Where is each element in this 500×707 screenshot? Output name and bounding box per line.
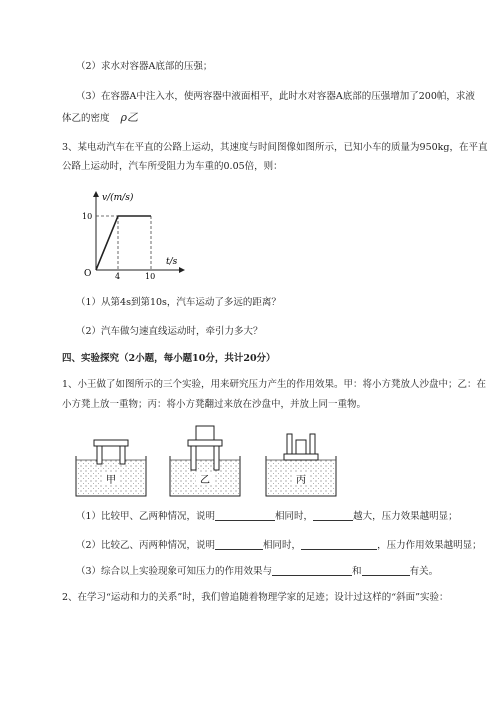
q3-line2: 公路上运动时，汽车所受阻力为车重的0.05倍，则： xyxy=(62,161,283,172)
e1-part2 xyxy=(76,539,482,553)
blank-6[interactable] xyxy=(362,565,410,576)
e1-part3-text-b: 和 xyxy=(352,566,362,577)
q2-part3-line2 xyxy=(62,110,470,127)
e1-line2: 小方凳上放一重物；丙：将小方凳翻过来放在沙盘中，并放上同一重物。 xyxy=(62,399,367,410)
e1-line1: 1、小王做了如图所示的三个实验，用来研究压力产生的作用效果。甲：将小方凳放人沙盘中；乙：在 xyxy=(62,379,487,390)
e2-line1: 2、在学习“运动和力的关系”时，我们曾追随着物理学家的足迹；设计过这样的“斜面”实验： xyxy=(62,592,449,603)
label-bing: 丙 xyxy=(296,475,306,486)
label-yi: 乙 xyxy=(200,475,210,486)
e1-part1-text-b: 相同时， xyxy=(275,511,314,522)
q2-part3-line1: （3）在容器A中注入水，使两容器中液面相平，此时水对容器A底部的压强增加了200帕，求液 xyxy=(76,91,475,102)
density-symbol: ρ乙 xyxy=(120,111,139,124)
blank-2[interactable] xyxy=(313,510,353,521)
e1-part1-text-c: 越大，压力效果越明显； xyxy=(353,511,458,522)
figure-yi xyxy=(170,426,240,496)
q2-part2: （2）求水对容器A底部的压强； xyxy=(76,61,213,72)
velocity-time-graph xyxy=(78,190,188,280)
y-axis-label: v/(m/s) xyxy=(102,193,134,203)
blank-5[interactable] xyxy=(272,565,352,576)
origin-label: O xyxy=(84,269,92,279)
label-jia: 甲 xyxy=(106,475,116,486)
q3-line1: 3、某电动汽车在平直的公路上运动，其速度与时间图像如图所示，已知小车的质量为950kg，在平直 xyxy=(62,142,488,153)
x-axis-label: t/s xyxy=(166,257,178,267)
e1-part3-text-c: 有关。 xyxy=(409,566,439,577)
section-heading: 四、实验探究（2小题，每小题10分，共计20分） xyxy=(62,353,276,364)
q3-part1: （1）从第4s到第10s，汽车运动了多远的距离？ xyxy=(76,297,281,308)
q3-part2: （2）汽车做匀速直线运动时，牵引力多大？ xyxy=(76,326,263,337)
experiment-figure xyxy=(70,410,350,498)
q2-part3-text: 体乙的密度 xyxy=(62,113,110,124)
e1-part1 xyxy=(76,510,470,524)
x-tick-10: 10 xyxy=(145,272,156,280)
e1-part2-text-c: ，压力作用效果越明显； xyxy=(377,540,482,551)
blank-3[interactable] xyxy=(215,539,263,550)
velocity-line xyxy=(96,216,151,270)
y-tick-10: 10 xyxy=(82,212,93,221)
e1-part2-text-b: 相同时， xyxy=(263,540,302,551)
e1-part3-text-a: （3）综合以上实验现象可知压力的作用效果与 xyxy=(76,566,273,577)
blank-4[interactable] xyxy=(301,539,377,550)
e1-part3 xyxy=(76,565,470,579)
e1-part1-text-a: （1）比较甲、乙两种情况，说明 xyxy=(76,511,216,522)
figure-bing xyxy=(266,434,336,496)
e1-part2-text-a: （2）比较乙、丙两种情况，说明 xyxy=(76,540,216,551)
x-tick-4: 4 xyxy=(115,272,121,280)
figure-jia xyxy=(76,440,146,496)
blank-1[interactable] xyxy=(215,510,275,521)
